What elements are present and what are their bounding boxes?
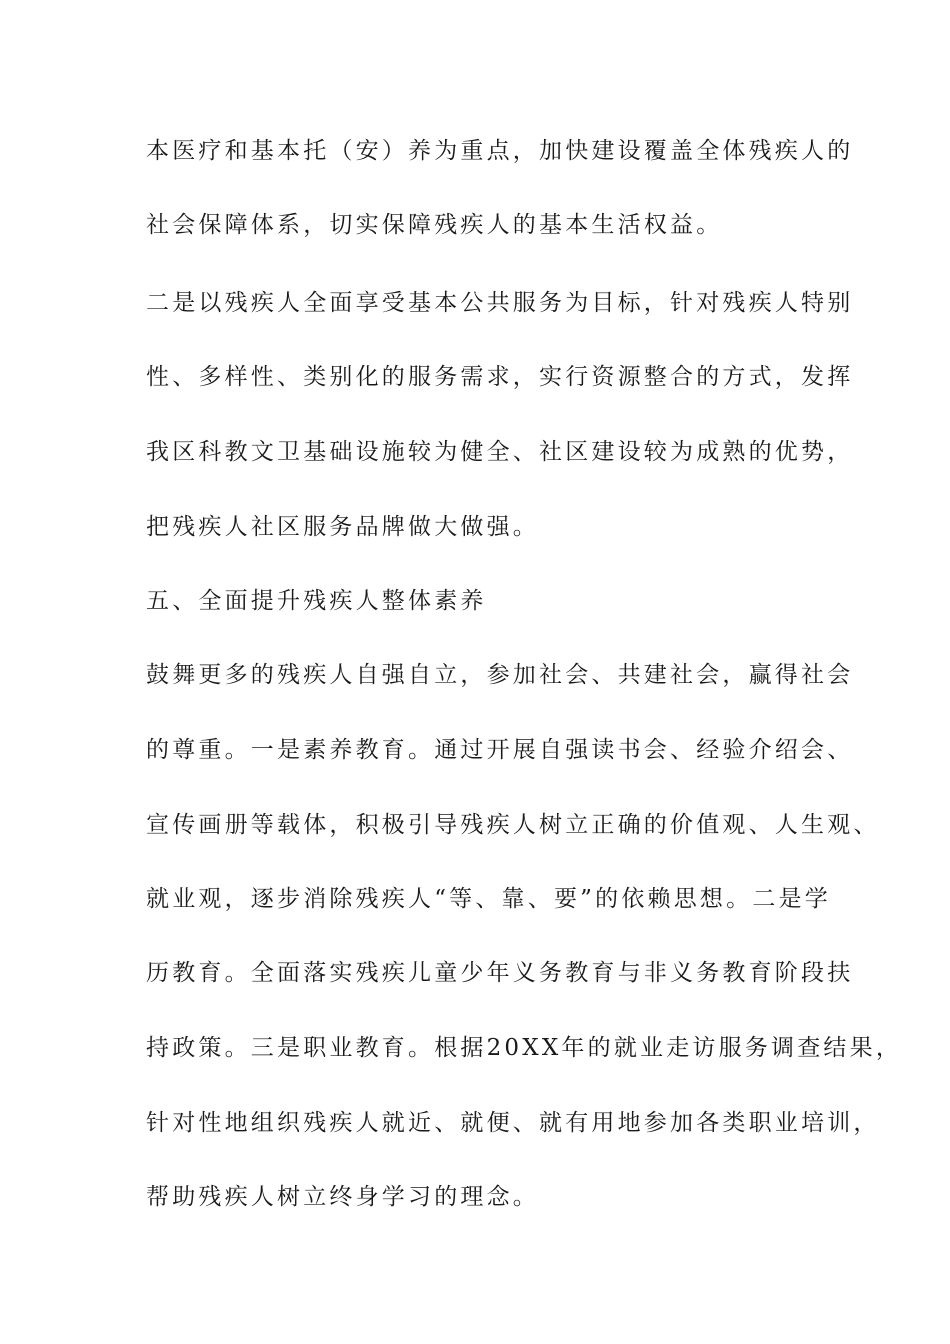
section-heading: 五、全面提升残疾人整体素养 bbox=[146, 588, 487, 614]
text-line: 宣传画册等载体，积极引导残疾人树立正确的价值观、人生观、 bbox=[146, 812, 880, 838]
text-line: 社会保障体系，切实保障残疾人的基本生活权益。 bbox=[146, 212, 723, 238]
text-line: 历教育。全面落实残疾儿童少年义务教育与非义务教育阶段扶 bbox=[146, 960, 854, 986]
text-line: 本医疗和基本托（安）养为重点，加快建设覆盖全体残疾人的 bbox=[146, 138, 854, 164]
text-line: 帮助残疾人树立终身学习的理念。 bbox=[146, 1184, 539, 1210]
text-line: 二是以残疾人全面享受基本公共服务为目标，针对残疾人特别 bbox=[146, 290, 854, 316]
text-line: 持政策。三是职业教育。根据20XX年的就业走访服务调查结果， bbox=[146, 1035, 903, 1061]
text-line: 把残疾人社区服务品牌做大做强。 bbox=[146, 514, 539, 540]
text-line: 针对性地组织残疾人就近、就便、就有用地参加各类职业培训， bbox=[146, 1110, 880, 1136]
text-line: 的尊重。一是素养教育。通过开展自强读书会、经验介绍会、 bbox=[146, 737, 854, 763]
text-line: 鼓舞更多的残疾人自强自立，参加社会、共建社会，赢得社会 bbox=[146, 662, 854, 688]
text-line: 我区科教文卫基础设施较为健全、社区建设较为成熟的优势， bbox=[146, 439, 854, 465]
text-line: 性、多样性、类别化的服务需求，实行资源整合的方式，发挥 bbox=[146, 364, 854, 390]
text-line: 就业观，逐步消除残疾人“等、靠、要”的依赖思想。二是学 bbox=[146, 886, 831, 912]
